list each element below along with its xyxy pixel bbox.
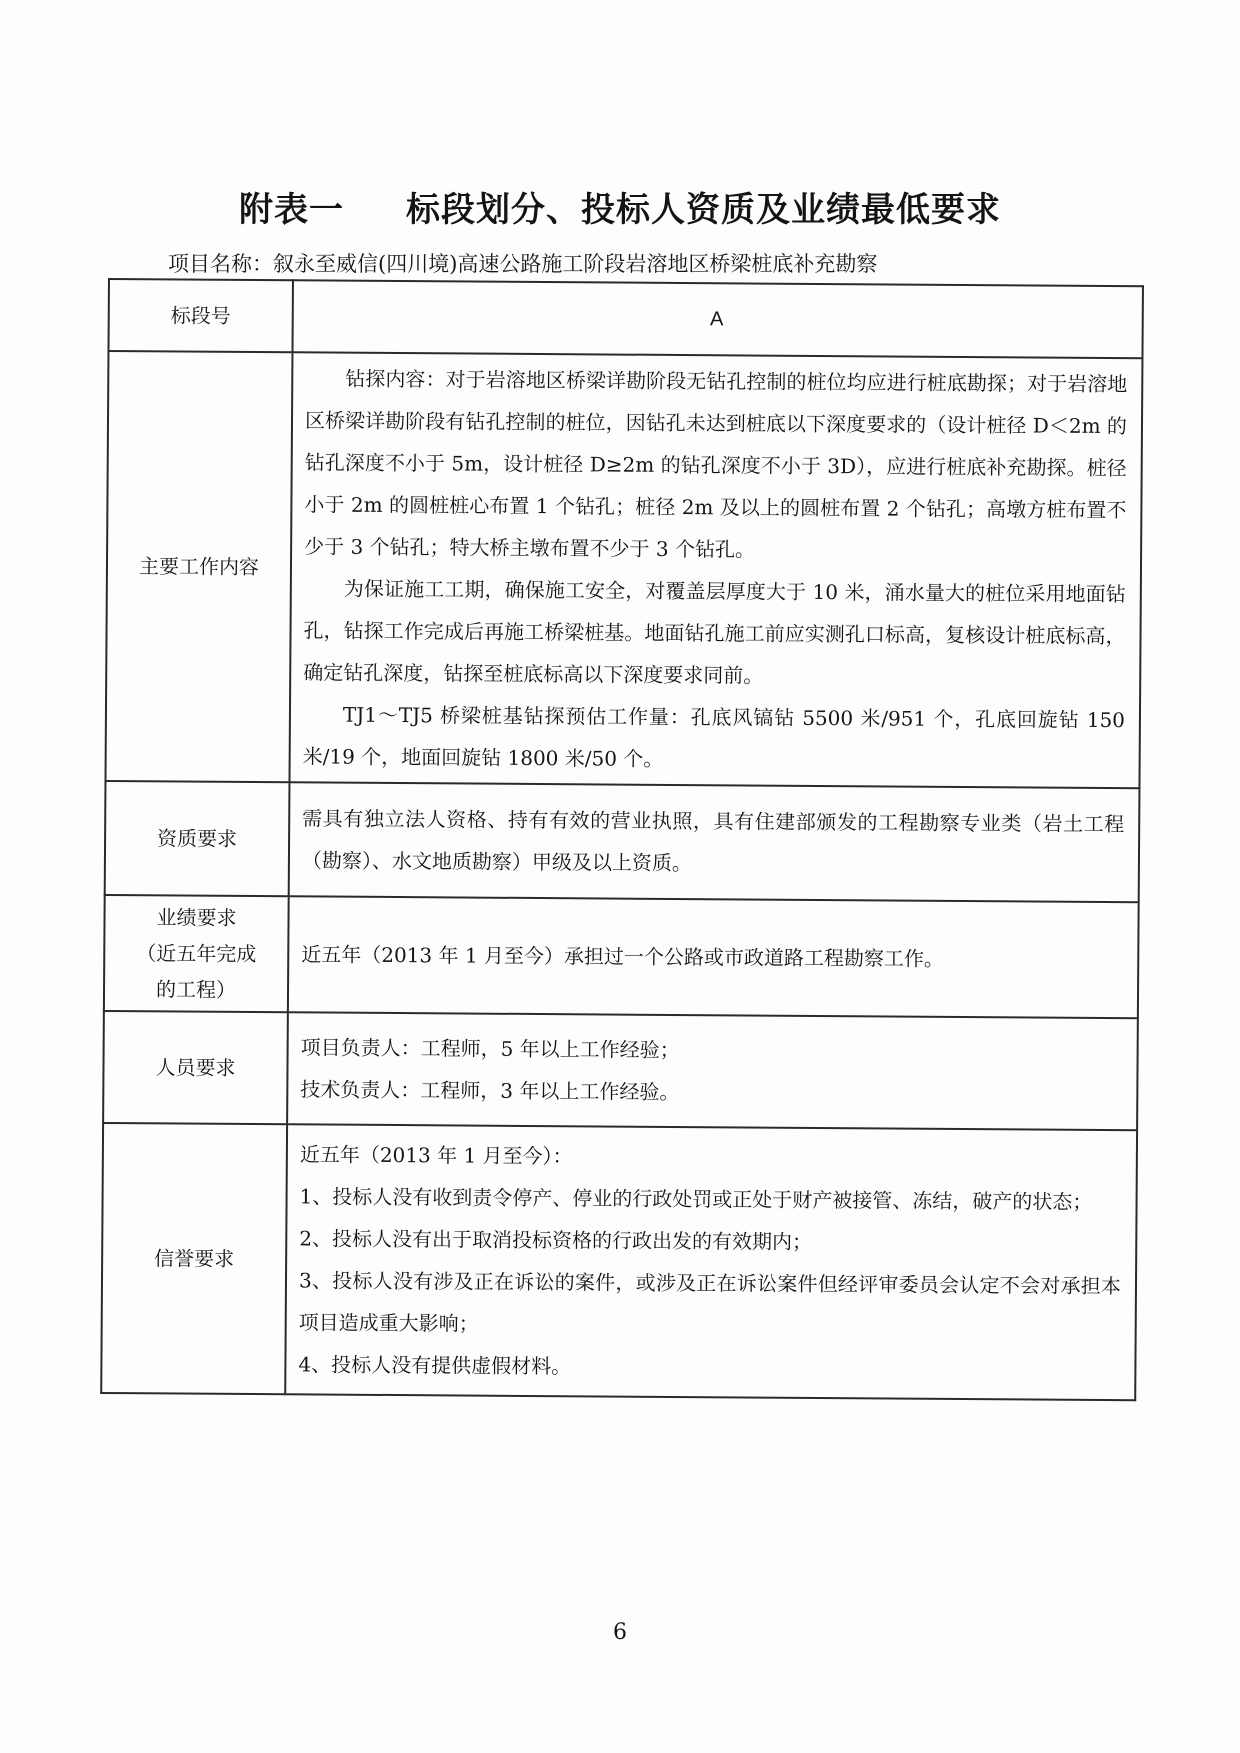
performance-label	[104, 895, 289, 1012]
performance-text: 近五年（2013 年 1 月至今）承担过一个公路或市政道路工程勘察工作。	[288, 896, 1139, 1018]
project-name-line: 项目名称：叙永至威信(四川境)高速公路施工阶段岩溶地区桥梁桩底补充勘察	[168, 252, 878, 276]
credit-item-1: 1、投标人没有收到责令停产、停业的行政处罚或正处于财产被接管、冻结，破产的状态；	[299, 1184, 1093, 1214]
personnel-line-2: 技术负责人：工程师，3 年以上工作经验。	[300, 1077, 680, 1105]
work-content	[289, 352, 1142, 788]
work-paragraph-1: 钻探内容：对于岩溶地区桥梁详勘阶段无钻孔控制的桩位均应进行桩底勘探；对于岩溶地区桥梁详勘阶段有钻孔控制的桩位，因钻孔未达到桩底以下深度要求的（设计桩径 D＜2m 的钻孔深度不小于 5m，设计桩径 D≥2m 的钻孔深度不小于 3D），应进行桩底补充勘探。桩径小于 2m 的圆桩桩心布置 1 个钻孔；桩径 2m 及以上的圆桩布置 2 个钻孔；高墩方桩布置不少于 3 个钻孔；特大桥主墩布置不少于 3 个钻孔。	[304, 366, 1128, 562]
qualification-text: 需具有独立法人资格、持有有效的营业执照，具有住建部颁发的工程勘察专业类（岩土工程（勘察）、水文地质勘察）甲级及以上资质。	[289, 782, 1140, 902]
table-row-section	[108, 279, 1142, 358]
credit-content	[285, 1124, 1137, 1400]
credit-item-2: 2、投标人没有出于取消投标资格的行政出发的有效期内；	[299, 1226, 813, 1254]
table-row-credit	[101, 1123, 1137, 1400]
title-main: 标段划分、投标人资质及业绩最低要求	[406, 190, 1001, 230]
work-label: 主要工作内容	[105, 351, 292, 782]
section-label: 标段号	[108, 279, 292, 352]
work-paragraph-2: 为保证施工工期，确保施工安全，对覆盖层厚度大于 10 米，涌水量大的桩位采用地面钻孔，钻探工作完成后再施工桥梁桩基。地面钻孔施工前应实测孔口标高，复核设计桩底标高，确定钻孔深度，钻探至桩底标高以下深度要求同前。	[303, 576, 1126, 688]
page-title	[0, 182, 1240, 231]
title-prefix: 附表一	[239, 190, 344, 230]
credit-label: 信誉要求	[101, 1123, 287, 1394]
personnel-content	[287, 1012, 1138, 1130]
requirements-table	[100, 278, 1144, 1401]
work-paragraph-3: TJ1～TJ5 桥梁桩基钻探预估工作量：孔底风镐钻 5500 米/951 个，孔底回旋钻 150 米/19 个，地面回旋钻 1800 米/50 个。	[302, 702, 1126, 771]
credit-intro: 近五年（2013 年 1 月至今）：	[299, 1142, 573, 1169]
section-value: A	[292, 280, 1142, 358]
personnel-line-1: 项目负责人：工程师，5 年以上工作经验；	[300, 1035, 680, 1063]
table-row-personnel	[103, 1011, 1138, 1130]
table-row-work	[105, 351, 1142, 788]
qualification-label: 资质要求	[105, 781, 290, 896]
table-row-performance	[104, 895, 1139, 1018]
performance-label-line-2: （近五年完成	[136, 941, 257, 967]
performance-label-line-3: 的工程）	[155, 977, 237, 1002]
performance-label-line-1: 业绩要求	[156, 905, 237, 930]
personnel-label: 人员要求	[103, 1011, 288, 1124]
table-row-qualification	[105, 781, 1140, 902]
credit-item-3: 3、投标人没有涉及正在诉讼的案件，或涉及正在诉讼案件但经评审委员会认定不会对承担本项目造成重大影响；	[298, 1268, 1122, 1336]
page-number: 6	[613, 1620, 627, 1645]
credit-item-4: 4、投标人没有提供虚假材料。	[298, 1352, 572, 1379]
